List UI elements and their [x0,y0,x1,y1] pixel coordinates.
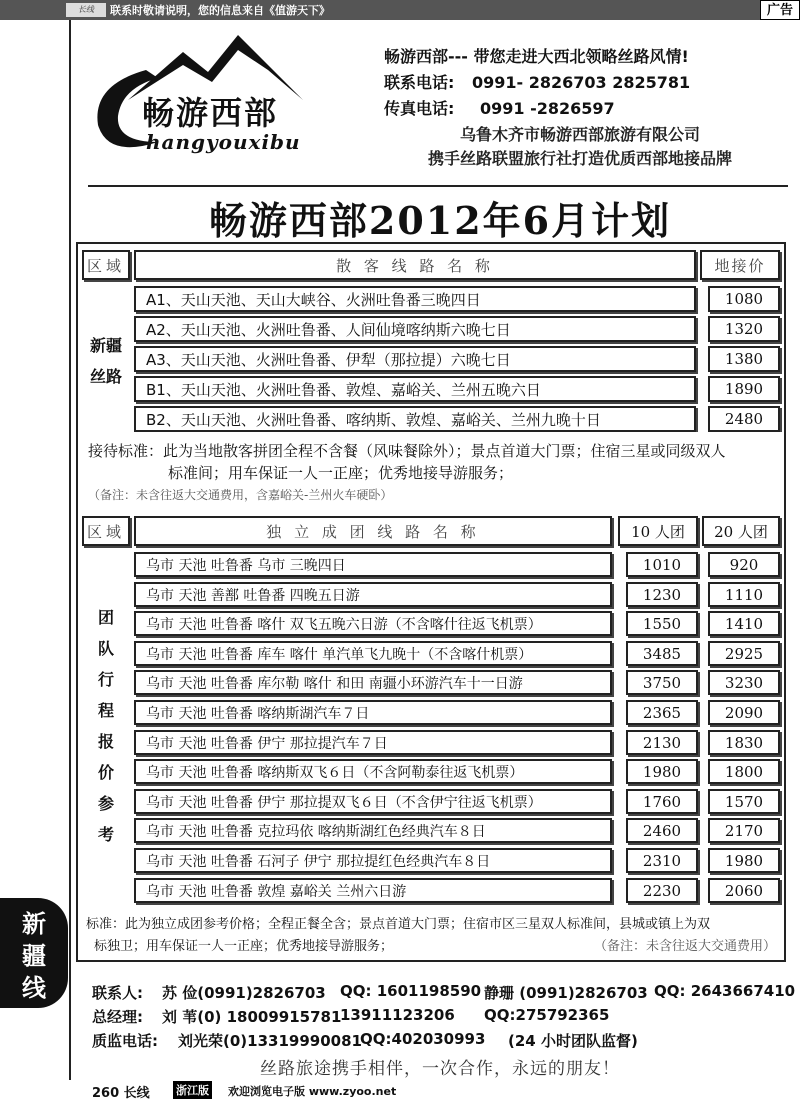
manager-qq: QQ:275792365 [484,1006,610,1024]
supervision-qq: QQ:402030993 [360,1030,486,1048]
footer-tagline: 丝路旅途携手相伴，一次合作，永远的朋友！ [260,1059,620,1079]
phone-label: 联系电话: [384,73,455,92]
scatter-standard [78,432,784,512]
group-price-20: 920 [708,552,780,577]
group-price-10: 3485 [626,641,698,666]
group-price-10: 1760 [626,789,698,814]
contact-person-2: 静珊 (0991)2826703 [484,984,648,1002]
slogan: 畅游西部--- 带您走进大西北领略丝路风情! [384,47,689,66]
scatter-standard-note: （备注：未含往返大交通费用，含嘉峪关-兰州火车硬卧） [88,488,393,502]
scatter-standard-line: 标准间；用车保证一人一正座；优秀地接导游服务； [168,464,514,482]
side-tab-char: 新 [22,910,46,938]
supervision-label: 质监电话: [92,1032,158,1050]
phone-value: 0991- 2826703 2825781 [471,73,691,92]
group-region-label-char: 价 [97,763,114,782]
group-price-20: 3230 [708,670,780,695]
group-region-header: 区域 [82,516,130,546]
logo-pinyin: hangyouxibu [146,130,301,154]
logo-chinese-name: 畅游西部 [142,94,279,132]
scatter-standard-line: 接待标准：此为当地散客拼团全程不含餐（风味餐除外）；景点首道大门票；住宿三星或同级双人 [88,442,726,460]
group-standard-note: （备注：未含往返大交通费用） [593,939,776,954]
manager-phone: 刘 苇(0) 18009915781 [162,1008,342,1026]
group-region-label-char: 报 [97,732,114,751]
group-price-10: 1010 [626,552,698,577]
group-region-label-char: 队 [97,639,114,658]
top-bar [0,0,800,20]
group-price-20: 1570 [708,789,780,814]
side-tab-char: 疆 [22,942,46,970]
group-price-20: 1410 [708,611,780,636]
scatter-route-name: A2、天山天池、火洲吐鲁番、人间仙境喀纳斯六晚七日 [134,316,696,342]
group-price-20: 1110 [708,582,780,607]
fax-value: 0991 -2826597 [479,99,615,118]
group-route-name: 乌市 天池 吐鲁番 喀纳斯双飞６日（不含阿勒泰往返飞机票） [134,759,612,784]
group-region-label-char: 考 [97,825,114,844]
scatter-route-price: 1320 [708,316,780,342]
scatter-route-price: 1380 [708,346,780,372]
group-region-label [82,602,130,850]
group-route-header: 独 立 成 团 线 路 名 称 [134,516,612,546]
contact-qq-2: QQ: 2643667410 [654,982,796,1000]
group-price-10: 2365 [626,700,698,725]
fax-line [384,96,615,119]
group-20-header: 20 人团 [702,516,780,546]
group-price-10: 1550 [626,611,698,636]
group-standard-line-2 [86,936,776,958]
group-price-10: 2460 [626,818,698,843]
contact-label: 联系人: [92,984,143,1002]
phone-line [384,70,690,93]
page-number: 260 长线 [92,1086,150,1100]
group-price-20: 1830 [708,730,780,755]
group-price-10: 1980 [626,759,698,784]
scatter-route-name: A1、天山天池、天山大峡谷、火洲吐鲁番三晚四日 [134,286,696,312]
group-10-header: 10 人团 [618,516,698,546]
group-standard [78,912,784,960]
scatter-route-name: A3、天山天池、火洲吐鲁番、伊犁（那拉提）六晚七日 [134,346,696,372]
edition-badge: 浙江版 [173,1081,212,1099]
scatter-route-header: 散 客 线 路 名 称 [134,250,696,280]
group-price-10: 2130 [626,730,698,755]
scatter-route-name: B1、天山天池、火洲吐鲁番、敦煌、嘉峪关、兰州五晚六日 [134,376,696,402]
group-route-name: 乌市 天池 吐鲁番 石河子 伊宁 那拉提红色经典汽车８日 [134,848,612,873]
group-price-10: 3750 [626,670,698,695]
group-route-name: 乌市 天池 吐鲁番 库车 喀什 单汽单飞九晚十（不含喀什机票） [134,641,612,666]
scatter-region-label-line: 新疆 [89,336,122,355]
group-price-10: 2230 [626,878,698,903]
group-region-label-char: 程 [97,701,114,720]
scatter-region-label [82,330,130,392]
group-route-name: 乌市 天池 吐鲁番 库尔勒 喀什 和田 南疆小环游汽车十一日游 [134,670,612,695]
group-standard-line: 标准：此为独立成团参考价格；全程正餐全含；景点首道大门票；住宿市区三星双人标准间，县城或镇上为双 [86,917,711,932]
scatter-route-price: 1080 [708,286,780,312]
header-rule [88,185,788,187]
group-route-name: 乌市 天池 吐鲁番 喀什 双飞五晚六日游（不含喀什往返飞机票） [134,611,612,636]
manager-label: 总经理: [92,1008,143,1026]
group-price-20: 2090 [708,700,780,725]
contact-qq-1: QQ: 1601198590 [340,982,482,1000]
left-margin-rule [69,20,71,1080]
group-route-name: 乌市 天池 善鄯 吐鲁番 四晚五日游 [134,582,612,607]
group-route-name: 乌市 天池 吐鲁番 敦煌 嘉峪关 兰州六日游 [134,878,612,903]
page-title: 畅游西部2012年6月计划 [208,198,672,243]
group-price-20: 2060 [708,878,780,903]
scatter-route-name: B2、天山天池、火洲吐鲁番、喀纳斯、敦煌、嘉峪关、兰州九晚十日 [134,406,696,432]
supervision-note: (24 小时团队监督) [508,1032,638,1050]
magazine-mini-logo: 长线 [66,3,106,17]
ad-label: 广告 [760,0,800,20]
group-standard-line: 标独卫；用车保证一人一正座；优秀地接导游服务； [94,939,394,954]
group-route-name: 乌市 天池 吐鲁番 克拉玛依 喀纳斯湖红色经典汽车８日 [134,818,612,843]
group-price-20: 2170 [708,818,780,843]
fax-label: 传真电话: [384,99,455,118]
group-region-label-char: 团 [97,608,114,627]
side-tab-char: 线 [22,974,46,1002]
scatter-region-label-line: 丝路 [89,367,122,386]
website-link[interactable]: 欢迎浏览电子版 www.zyoo.net [228,1085,397,1098]
section-side-tab [0,898,68,1008]
group-region-label-char: 参 [97,794,114,813]
scatter-price-header: 地接价 [700,250,780,280]
company-tagline: 携手丝路联盟旅行社打造优质西部地接品牌 [427,149,732,168]
group-route-name: 乌市 天池 吐鲁番 喀纳斯湖汽车７日 [134,700,612,725]
scatter-region-header: 区域 [82,250,130,280]
group-price-20: 2925 [708,641,780,666]
top-note: 联系时敬请说明，您的信息来自《值游天下》 [110,4,330,17]
group-route-name: 乌市 天池 吐鲁番 伊宁 那拉提汽车７日 [134,730,612,755]
contact-person-1: 苏 俭(0991)2826703 [162,984,326,1002]
bottom-bar [0,1080,800,1100]
group-price-10: 2310 [626,848,698,873]
scatter-route-price: 1890 [708,376,780,402]
group-price-10: 1230 [626,582,698,607]
group-price-20: 1980 [708,848,780,873]
group-price-20: 1800 [708,759,780,784]
brand-logo [88,30,358,154]
group-route-name: 乌市 天池 吐鲁番 乌市 三晚四日 [134,552,612,577]
group-route-name: 乌市 天池 吐鲁番 伊宁 那拉提双飞６日（不含伊宁往返飞机票） [134,789,612,814]
scatter-route-price: 2480 [708,406,780,432]
group-region-label-char: 行 [97,670,114,689]
manager-phone-2: 13911123206 [340,1006,455,1024]
company-name: 乌鲁木齐市畅游西部旅游有限公司 [459,125,700,144]
supervision-phone: 刘光荣(0)13319990081 [178,1032,362,1050]
